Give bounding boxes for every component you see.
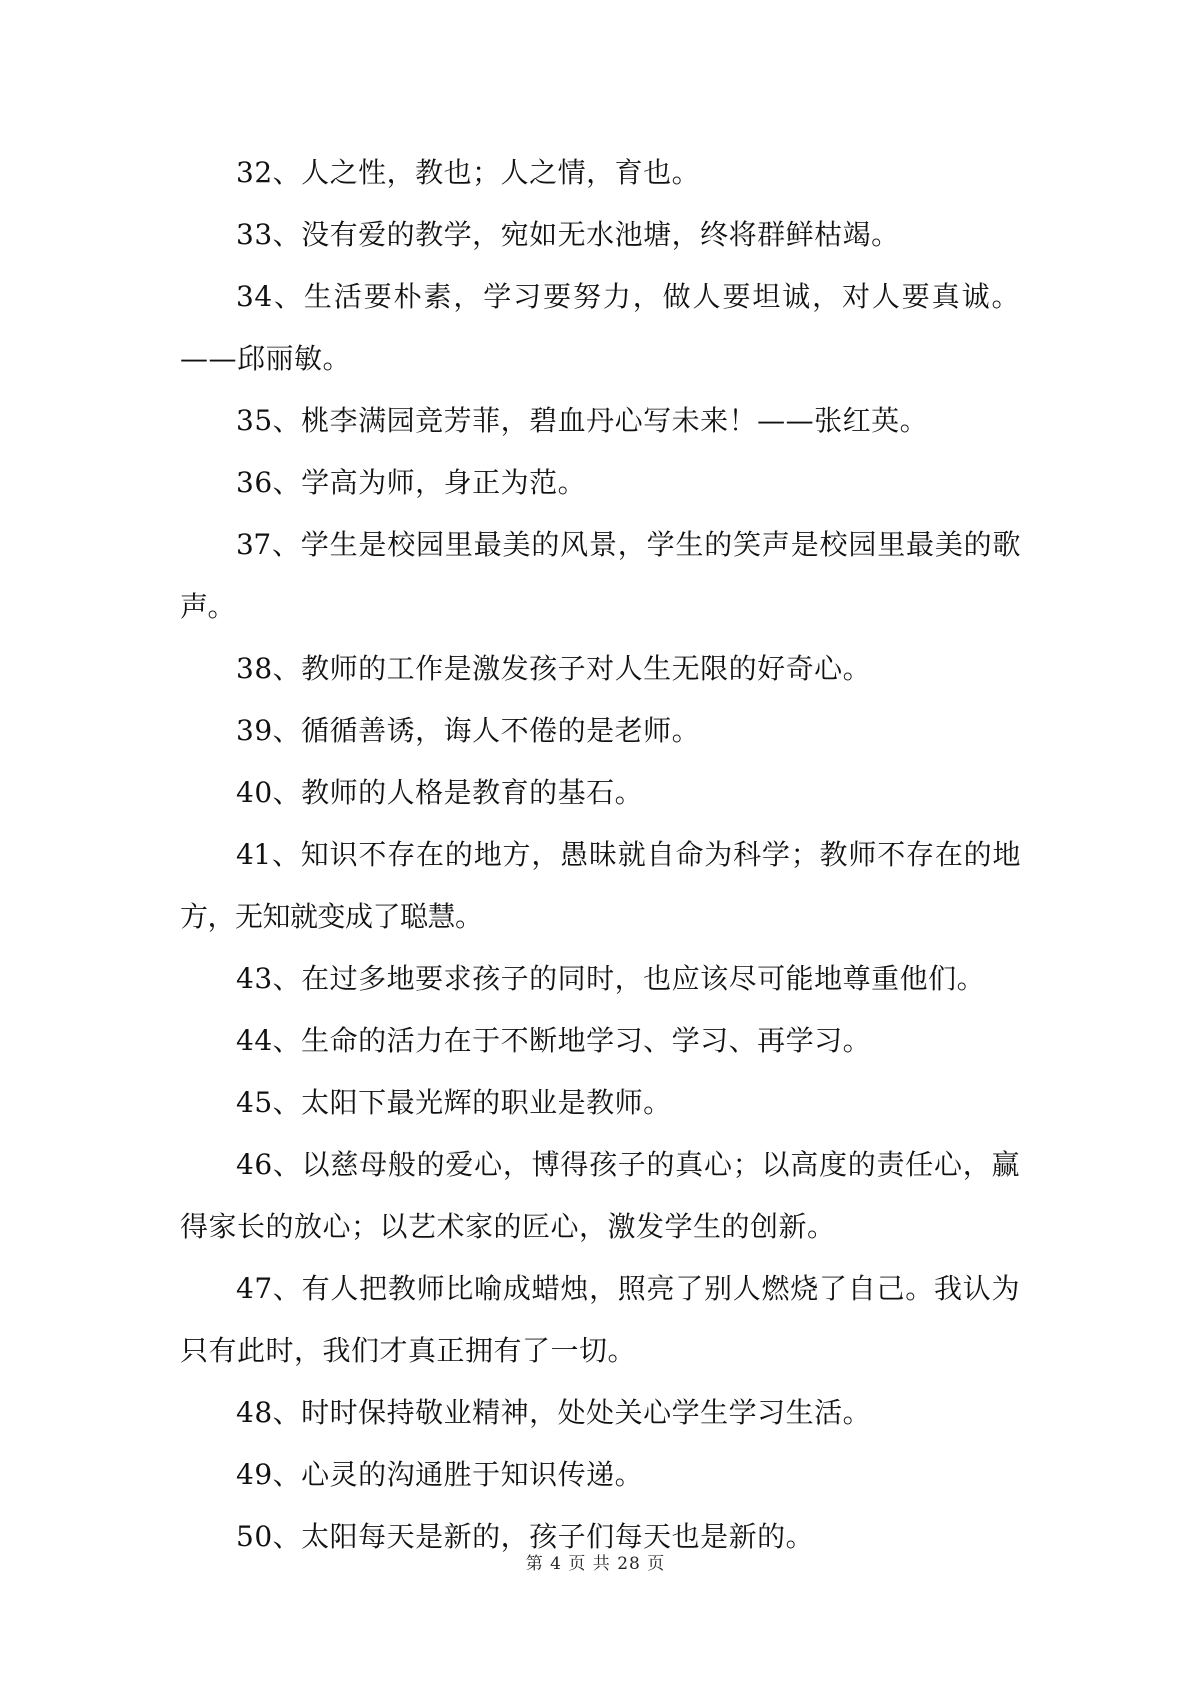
paragraph-39: 39、循循善诱，诲人不倦的是老师。	[236, 714, 701, 747]
paragraph-44: 44、生命的活力在于不断地学习、学习、再学习。	[236, 1024, 872, 1057]
paragraph-47: 47、有人把教师比喻成蜡烛，照亮了别人燃烧了自己。我认为只有此时，我们才真正拥有了一切。	[180, 1272, 1020, 1367]
paragraph-45: 45、太阳下最光辉的职业是教师。	[236, 1086, 672, 1119]
paragraph-40: 40、教师的人格是教育的基石。	[236, 776, 644, 809]
paragraph-46: 46、以慈母般的爱心，博得孩子的真心；以高度的责任心，赢得家长的放心；以艺术家的匠心，激发学生的创新。	[180, 1148, 1020, 1243]
paragraph-43: 43、在过多地要求孩子的同时，也应该尽可能地尊重他们。	[236, 962, 986, 995]
paragraph-34: 34、生活要朴素，学习要努力，做人要坦诚，对人要真诚。——邱丽敏。	[180, 280, 1020, 375]
paragraph-35: 35、桃李满园竞芳菲，碧血丹心写未来！——张红英。	[236, 404, 929, 437]
paragraph-48: 48、时时保持敬业精神，处处关心学生学习生活。	[236, 1396, 872, 1429]
paragraph-33: 33、没有爱的教学，宛如无水池塘，终将群鲜枯竭。	[236, 218, 900, 251]
paragraph-41: 41、知识不存在的地方，愚昧就自命为科学；教师不存在的地方，无知就变成了聪慧。	[180, 838, 1020, 933]
paragraph-50: 50、太阳每天是新的，孩子们每天也是新的。	[236, 1520, 815, 1553]
paragraph-49: 49、心灵的沟通胜于知识传递。	[236, 1458, 644, 1491]
paragraph-38: 38、教师的工作是激发孩子对人生无限的好奇心。	[236, 652, 872, 685]
page-number-footer: 第 4 页 共 28 页	[525, 1554, 666, 1574]
paragraph-32: 32、人之性，教也；人之情，育也。	[236, 156, 701, 189]
paragraph-36: 36、学高为师，身正为范。	[236, 466, 587, 499]
document-body	[180, 142, 1020, 1568]
paragraph-37: 37、学生是校园里最美的风景，学生的笑声是校园里最美的歌声。	[180, 528, 1020, 623]
